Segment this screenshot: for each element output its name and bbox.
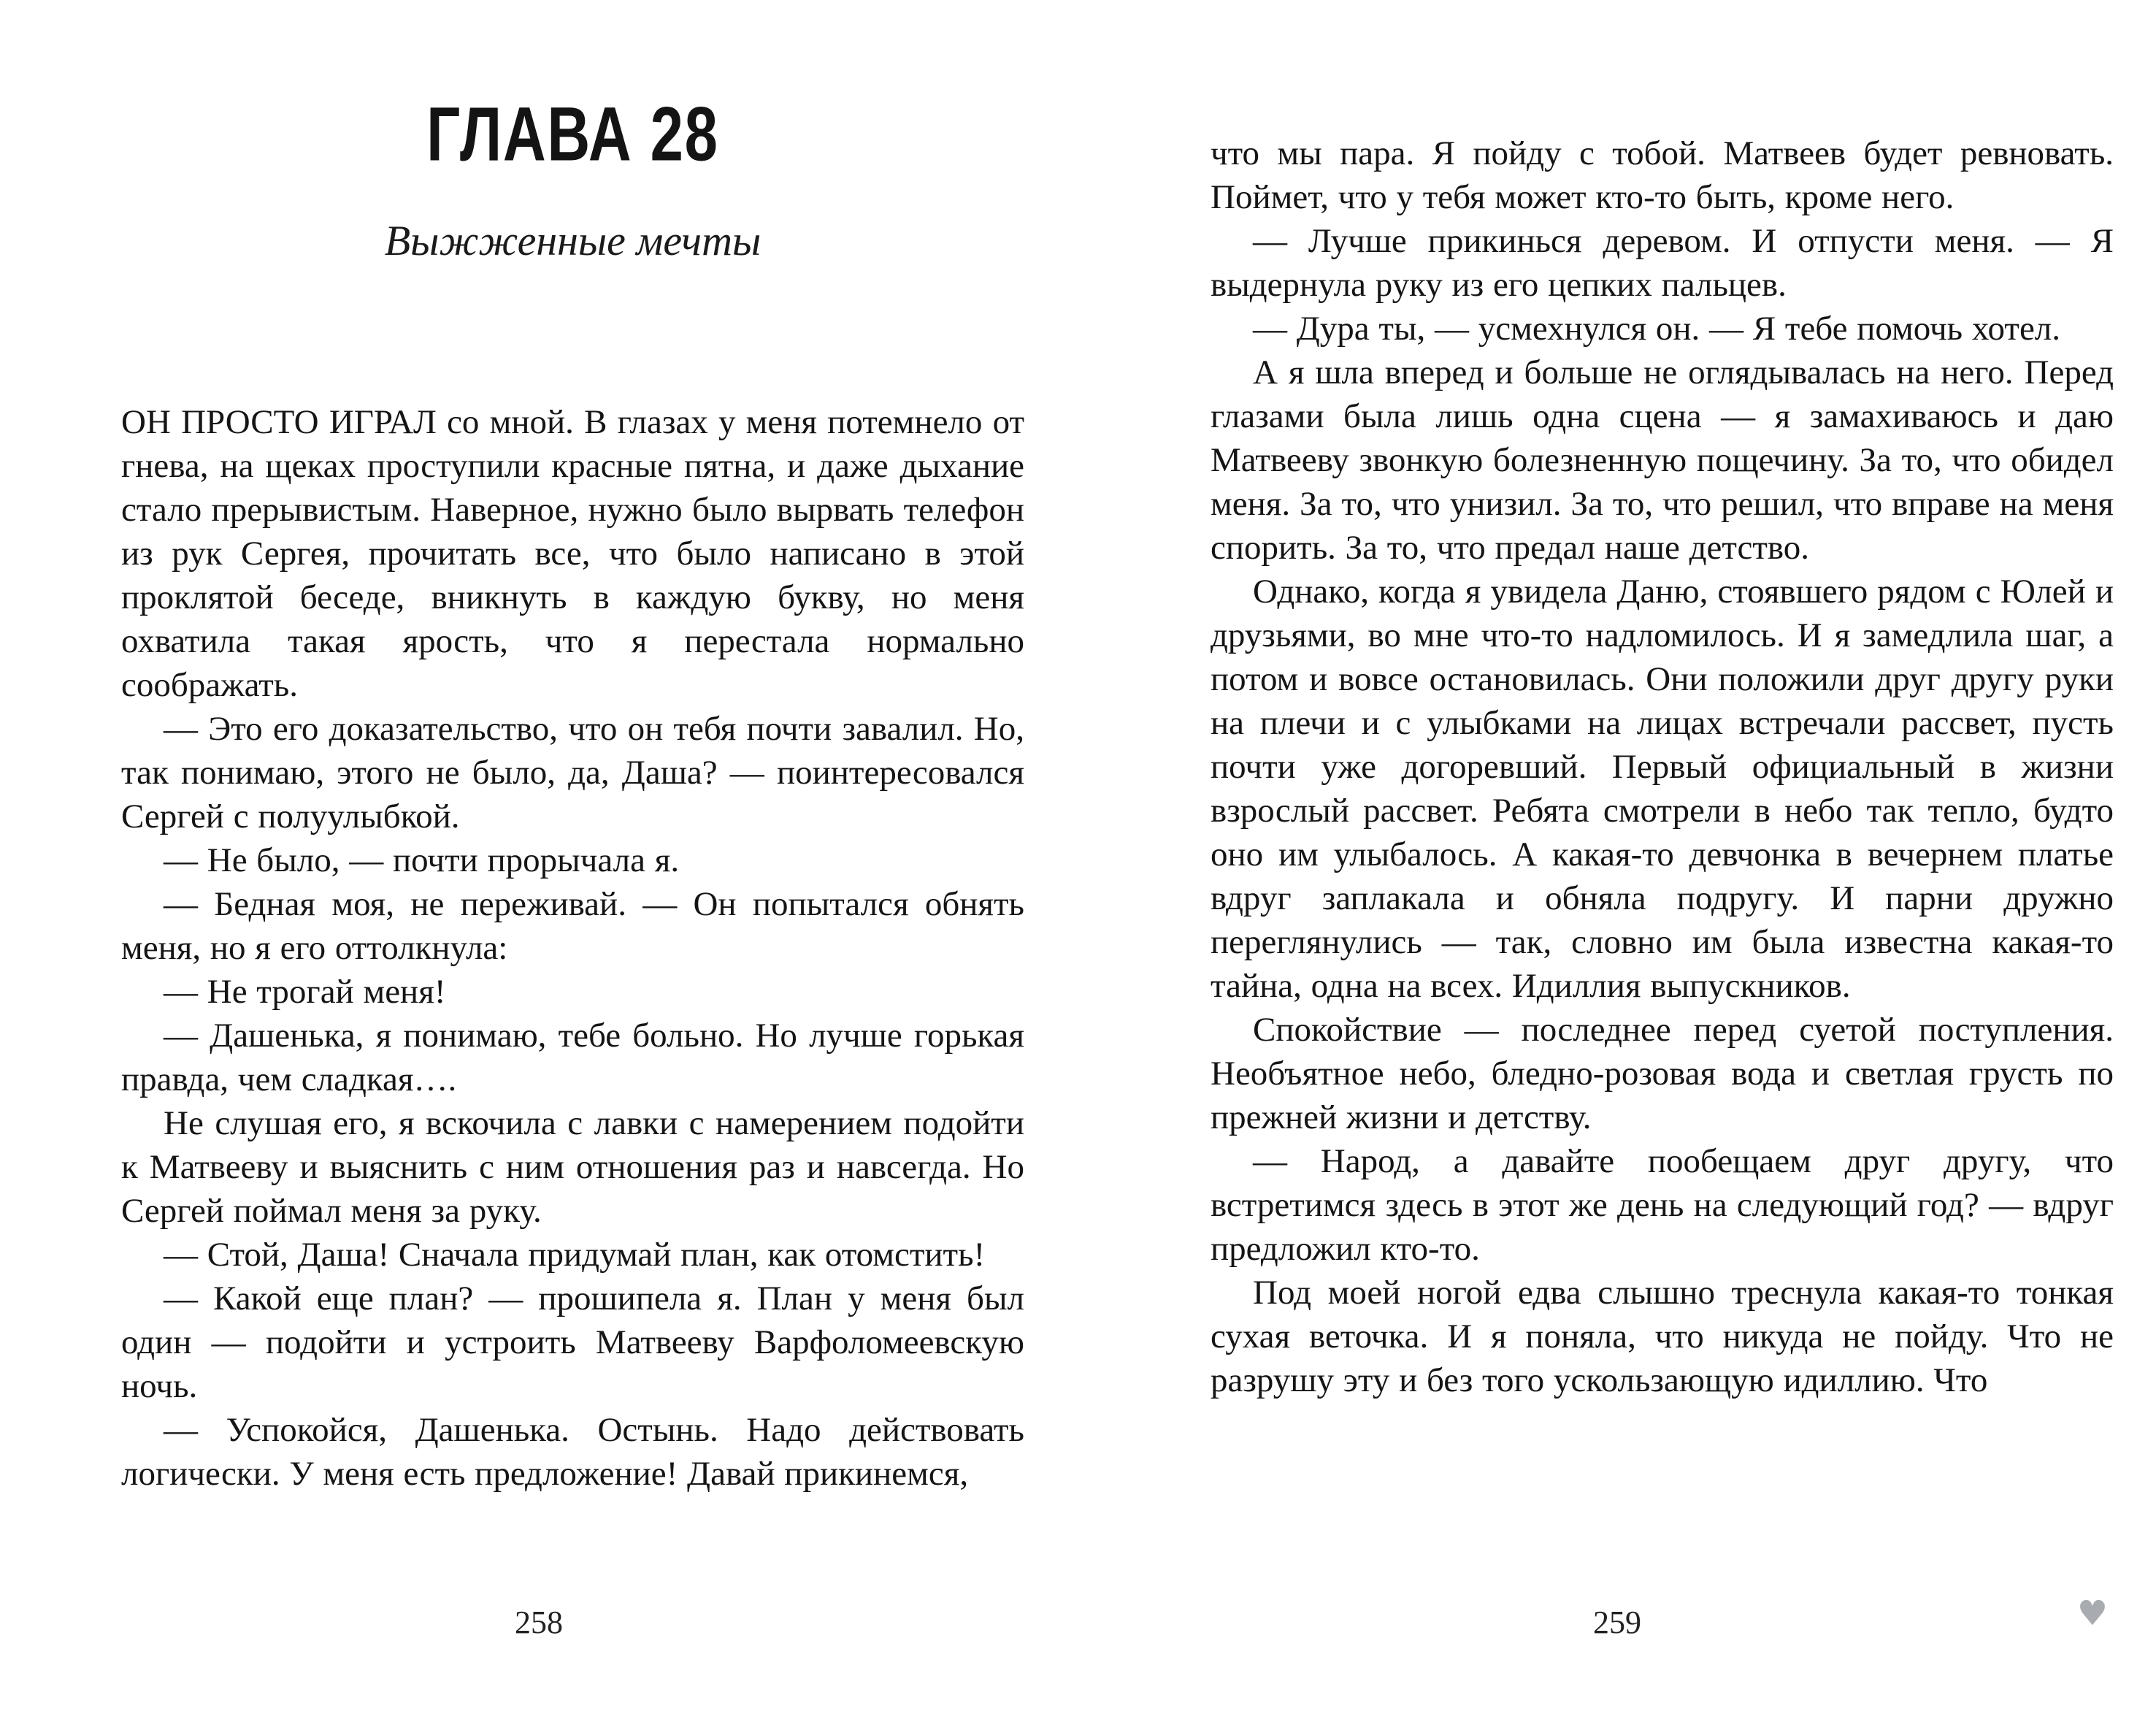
chapter-subtitle: Выжженные мечты <box>384 217 761 264</box>
paragraph: — Это его доказательство, что он тебя почти завалил. Но, так понимаю, этого не было, да, Даша? — поинтересовался Сергей с полуулыбкой. <box>121 710 1024 835</box>
paragraph: Под моей ногой едва слышно треснула какая-то тонкая сухая веточка. И я поняла, что никуда не пойду. Что не разрушу эту и без того ускользающую идиллию. Что <box>1211 1274 2114 1399</box>
paragraph: — Успокойся, Дашенька. Остынь. Надо действовать логически. У меня есть предложение! Давай прикинемся, <box>121 1411 1024 1493</box>
paragraph: — Не трогай меня! <box>164 973 446 1011</box>
page-number-right: 259 <box>1593 1604 1641 1640</box>
page-number-left: 258 <box>515 1604 563 1640</box>
paragraph: — Лучше прикинься деревом. И отпусти меня. — Я выдернула руку из его цепких пальцев. <box>1211 222 2114 304</box>
paragraph: — Бедная моя, не переживай. — Он попытался обнять меня, но я его оттолкнула: <box>121 885 1024 967</box>
paragraph: ОН ПРОСТО ИГРАЛ со мной. В глазах у меня потемнело от гнева, на щеках проступили красные пятна, и даже дыхание стало прерывистым. Наверное, нужно было вырвать телефон из рук Сергея, прочитать все, что было написано в этой проклятой беседе, вникнуть в каждую букву, но меня охватила такая ярость, что я перестала нормально соображать. <box>121 403 1024 704</box>
paragraph: — Стой, Даша! Сначала придумай план, как отомстить! <box>164 1236 986 1274</box>
paragraph: А я шла вперед и больше не оглядывалась на него. Перед глазами была лишь одна сцена — я замахиваюсь и даю Матвееву звонкую болезненную пощечину. За то, что обидел меня. За то, что унизил. За то, что решил, что вправе на меня спорить. За то, что предал наше детство. <box>1211 353 2114 567</box>
paragraph: Спокойствие — последнее перед суетой поступления. Необъятное небо, бледно-розовая вода и светлая грусть по прежней жизни и детству. <box>1211 1011 2114 1136</box>
paragraph: Однако, когда я увидела Даню, стоявшего рядом с Юлей и друзьями, во мне что-то надломилось. И я замедлила шаг, а потом и вовсе остановилась. Они положили друг другу руки на плечи и с улыбками на лицах встречали рассвет, пусть почти уже догоревший. Первый официальный в жизни взрослый рассвет. Ребята смотрели в небо так тепло, будто оно им улыбалось. А какая-то девчонка в вечернем платье вдруг заплакала и обняла подругу. И парни дружно переглянулись — так, словно им была известна какая-то тайна, одна на всех. Идиллия выпускников. <box>1211 573 2114 1005</box>
paragraph: Не слушая его, я вскочила с лавки с намерением подойти к Матвееву и выяснить с ним отношения раз и навсегда. Но Сергей поймал меня за руку. <box>121 1104 1024 1230</box>
chapter-title-text: ГЛАВА 28 <box>426 91 719 177</box>
left-page-text <box>121 400 1024 1496</box>
paragraph: — Дашенька, я понимаю, тебе больно. Но лучше горькая правда, чем сладкая…. <box>121 1017 1024 1098</box>
paragraph: — Не было, — почти прорычала я. <box>164 841 680 879</box>
chapter-title <box>121 93 1024 175</box>
paragraph: — Народ, а давайте пообещаем друг другу, что встретимся здесь в этот же день на следующий год? — вдруг предложил кто-то. <box>1211 1142 2114 1268</box>
paragraph: что мы пара. Я пойду с тобой. Матвеев будет ревновать. Поймет, что у тебя может кто-то быть, кроме него. <box>1211 134 2114 216</box>
right-page-text <box>1211 131 2114 1402</box>
favorite-heart-icon[interactable]: ♥ <box>2076 1594 2109 1634</box>
paragraph: — Какой еще план? — прошипела я. План у меня был один — подойти и устроить Матвееву Варфоломеевскую ночь. <box>121 1280 1024 1405</box>
paragraph: — Дура ты, — усмехнулся он. — Я тебе помочь хотел. <box>1253 310 2061 348</box>
